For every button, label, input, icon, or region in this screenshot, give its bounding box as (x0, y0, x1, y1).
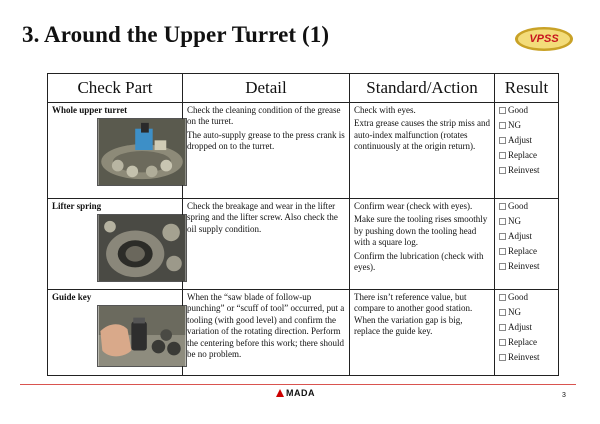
detail-cell (183, 199, 350, 290)
table-row (48, 103, 559, 199)
header-detail: Detail (183, 74, 350, 103)
standard-text: Extra grease causes the strip miss and auto-index malfunction (rotates continuously at the origin return). (354, 118, 490, 152)
amada-logo (276, 388, 315, 398)
header-result: Result (495, 74, 559, 103)
result-option[interactable]: Reinvest (499, 261, 554, 272)
svg-text:VPSS: VPSS (529, 33, 559, 45)
result-cell (495, 103, 559, 199)
result-option[interactable]: Adjust (499, 135, 554, 146)
result-option[interactable]: Good (499, 292, 554, 303)
check-part-cell (48, 103, 183, 199)
detail-cell (183, 103, 350, 199)
result-option[interactable]: Reinvest (499, 165, 554, 176)
table-row (48, 290, 559, 376)
checkbox-icon[interactable] (499, 339, 506, 346)
amada-brand-text: MADA (286, 388, 315, 398)
result-option[interactable]: Replace (499, 246, 554, 257)
checkbox-icon[interactable] (499, 167, 506, 174)
check-part-label: Lifter spring (52, 201, 102, 211)
standard-text: Make sure the tooling rises smoothly by pushing down the tooling head with a square log. (354, 214, 488, 248)
guide-key-photo (97, 305, 187, 367)
standard-cell (350, 199, 495, 290)
checkbox-icon[interactable] (499, 324, 506, 331)
page-title: 3. Around the Upper Turret (1) (22, 22, 330, 47)
result-option[interactable]: NG (499, 216, 554, 227)
checkbox-icon[interactable] (499, 107, 506, 114)
checkbox-icon[interactable] (499, 152, 506, 159)
header-standard-action: Standard/Action (350, 74, 495, 103)
result-option[interactable]: Good (499, 105, 554, 116)
check-table (47, 73, 559, 376)
detail-text: The auto-supply grease to the press crank is dropped on to the turret. (187, 129, 345, 152)
checkbox-icon[interactable] (499, 354, 506, 361)
check-part-label: Guide key (52, 292, 92, 302)
checkbox-icon[interactable] (499, 218, 506, 225)
checkbox-icon[interactable] (499, 248, 506, 255)
standard-cell (350, 290, 495, 376)
result-option[interactable]: Good (499, 201, 554, 212)
standard-text: Check with eyes. (354, 105, 416, 115)
amada-triangle-icon (276, 389, 284, 397)
checkbox-icon[interactable] (499, 122, 506, 129)
checkbox-icon[interactable] (499, 263, 506, 270)
lifter-spring-photo (97, 214, 187, 282)
table-row (48, 199, 559, 290)
standard-text: Confirm the lubrication (check with eyes). (354, 250, 484, 273)
checkbox-icon[interactable] (499, 233, 506, 240)
check-part-cell (48, 290, 183, 376)
result-option[interactable]: NG (499, 307, 554, 318)
footer-divider (20, 384, 576, 385)
check-part-label: Whole upper turret (52, 105, 128, 115)
upper-turret-photo (97, 118, 187, 186)
checkbox-icon[interactable] (499, 309, 506, 316)
result-option[interactable]: Adjust (499, 322, 554, 333)
detail-text: When the “saw blade of follow-up punching” or “scuff of tool” occurred, put a tooling (with good level) and confirm the variation of the rotating direction. Perform the centering before this work; there should be no problem. (187, 292, 345, 360)
check-part-cell (48, 199, 183, 290)
vpss-logo (514, 26, 574, 52)
result-option[interactable]: Replace (499, 337, 554, 348)
result-option[interactable]: Replace (499, 150, 554, 161)
header-check-part: Check Part (48, 74, 183, 103)
standard-text: There isn’t reference value, but compare to another good station. When the variation gap is big, replace the guide key. (354, 292, 473, 337)
detail-text: Check the breakage and wear in the lifter spring and the lifter screw. Also check the oil supply condition. (187, 201, 338, 234)
standard-text: Confirm wear (check with eyes). (354, 201, 473, 211)
table-header-row (48, 74, 559, 103)
result-option[interactable]: Reinvest (499, 352, 554, 363)
standard-cell (350, 103, 495, 199)
result-option[interactable]: Adjust (499, 231, 554, 242)
page-number: 3 (562, 392, 566, 399)
detail-text: Check the cleaning condition of the grease on the turret. (187, 105, 341, 127)
result-cell (495, 290, 559, 376)
checkbox-icon[interactable] (499, 137, 506, 144)
detail-cell (183, 290, 350, 376)
checkbox-icon[interactable] (499, 294, 506, 301)
result-option[interactable]: NG (499, 120, 554, 131)
result-cell (495, 199, 559, 290)
checkbox-icon[interactable] (499, 203, 506, 210)
